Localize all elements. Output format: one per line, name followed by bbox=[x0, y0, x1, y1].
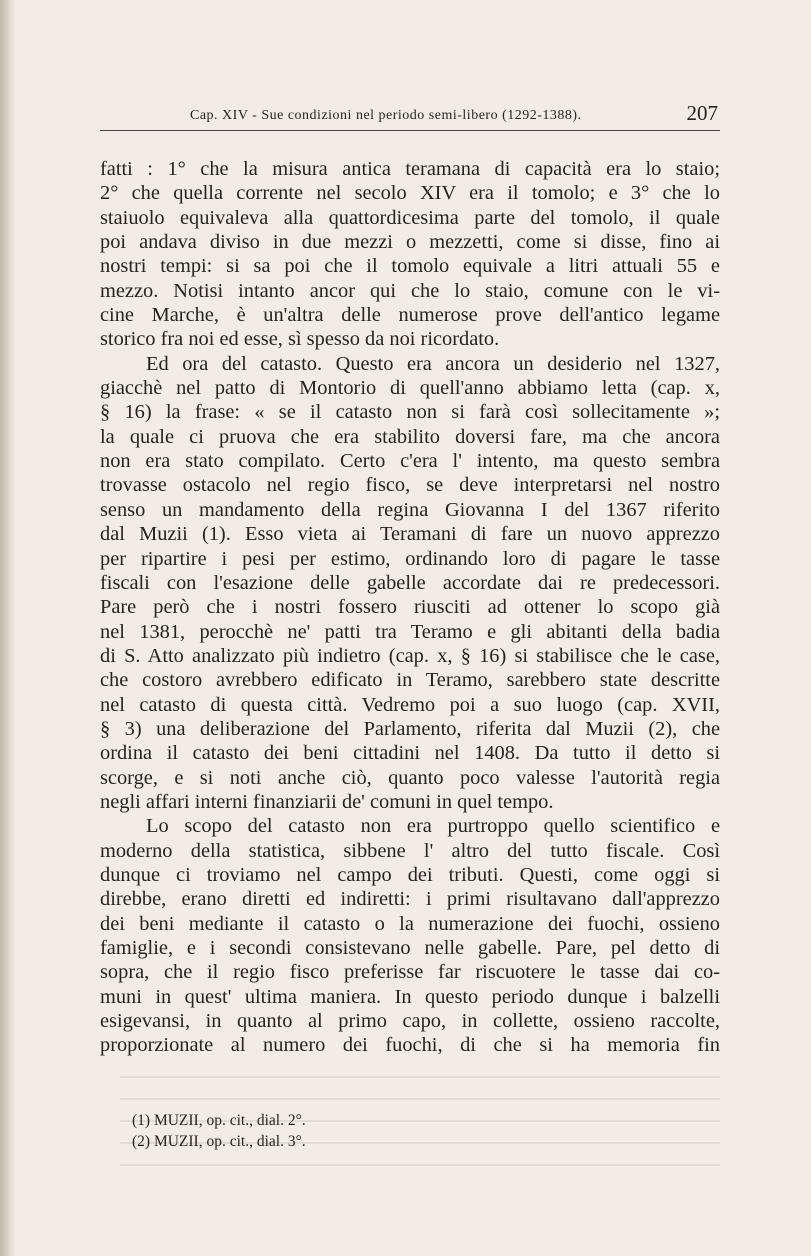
text-line: che costoro avrebbero edificato in Teramo, sarebbero state descritte bbox=[100, 669, 720, 692]
text-line: proporzionate al numero dei fuochi, di che si ha memoria fin bbox=[100, 1034, 720, 1057]
text-line: senso un mandamento della regina Giovanna I del 1367 riferito bbox=[100, 498, 720, 521]
text-line: nostri tempi: si sa poi che il tomolo equivale a litri attuali 55 e bbox=[100, 255, 720, 278]
page-header bbox=[100, 100, 720, 131]
text-line: 2° che quella corrente nel secolo XIV era il tomolo; e 3° che lo bbox=[100, 182, 720, 205]
text-line: esigevansi, in quanto al primo capo, in collette, ossieno raccolte, bbox=[100, 1010, 720, 1033]
text-line: § 16) la frase: « se il catasto non si farà così sollecitamente »; bbox=[100, 401, 720, 424]
text-line: fiscali con l'esazione delle gabelle accordate dai re predecessori. bbox=[100, 571, 720, 594]
page-binding-edge bbox=[0, 0, 16, 1256]
text-line: negli affari interni finanziarii de' comuni in quel tempo. bbox=[100, 790, 554, 813]
text-line: § 3) una deliberazione del Parlamento, riferita dal Muzii (2), che bbox=[100, 717, 720, 740]
text-line: storico fra noi ed esse, sì spesso da noi ricordato. bbox=[100, 328, 500, 351]
text-line: dal Muzii (1). Esso vieta ai Teramani di fare un nuovo apprezzo bbox=[100, 523, 720, 546]
text-line: mezzo. Notisi intanto ancor qui che lo staio, comune con le vi- bbox=[100, 279, 720, 302]
footnotes bbox=[132, 1110, 532, 1152]
text-line: direbbe, erano diretti ed indiretti: i primi risultavano dall'apprezzo bbox=[100, 888, 720, 911]
text-line: scorge, e si noti anche ciò, quanto poco valesse l'autorità regia bbox=[100, 766, 720, 789]
footnote-2: (2) MUZII, op. cit., dial. 3°. bbox=[132, 1133, 306, 1150]
text-line: fatti : 1° che la misura antica teramana di capacità era lo staio; bbox=[100, 158, 720, 180]
text-line: ordina il catasto dei beni cittadini nel 1408. Da tutto il detto si bbox=[100, 742, 720, 765]
text-line: giacchè nel patto di Montorio di quell'anno abbiamo letta (cap. x, bbox=[100, 377, 720, 400]
running-head: Cap. XIV - Sue condizioni nel periodo semi-libero (1292-1388). bbox=[190, 108, 582, 123]
text-line: cine Marche, è un'altra delle numerose prove dell'antico legame bbox=[100, 304, 720, 327]
text-line: staiuolo equivaleva alla quattordicesima parte del tomolo, il quale bbox=[100, 206, 720, 229]
text-line: muni in quest' ultima maniera. In questo periodo dunque i balzelli bbox=[100, 985, 720, 1008]
text-line: moderno della statistica, sibbene l' altro del tutto fiscale. Così bbox=[100, 839, 720, 862]
text-line: trovasse ostacolo nel regio fisco, se deve interpretarsi nel nostro bbox=[100, 474, 720, 497]
text-line: non era stato compilato. Certo c'era l' intento, ma questo sembra bbox=[100, 450, 720, 473]
body-text bbox=[100, 157, 720, 1058]
text-line: poi andava diviso in due mezzi o mezzetti, come si disse, fino ai bbox=[100, 231, 720, 254]
text-line: dunque ci troviamo nel campo dei tributi. Questi, come oggi si bbox=[100, 863, 720, 886]
text-line: Pare però che i nostri fossero riusciti ad ottener lo scopo già bbox=[100, 596, 720, 619]
footnote-1: (1) MUZII, op. cit., dial. 2°. bbox=[132, 1112, 306, 1129]
text-line: nel catasto di questa città. Vedremo poi a suo luogo (cap. XVII, bbox=[100, 693, 720, 716]
text-line: nel 1381, perocchè ne' patti tra Teramo e gli abitanti della badia bbox=[100, 620, 720, 643]
text-line: famiglie, e i secondi consistevano nelle gabelle. Pare, pel detto di bbox=[100, 937, 720, 959]
text-line: di S. Atto analizzato più indietro (cap. x, § 16) si stabilisce che le case, bbox=[100, 644, 720, 667]
page-number: 207 bbox=[686, 101, 718, 125]
text-line: la quale ci pruova che era stabilito doversi fare, ma che ancora bbox=[100, 425, 720, 448]
text-line: Lo scopo del catasto non era purtroppo quello scientifico e bbox=[146, 815, 720, 838]
text-line: dei beni mediante il catasto o la numerazione dei fuochi, ossieno bbox=[100, 912, 720, 935]
text-line: sopra, che il regio fisco preferisse far riscuotere le tasse dai co- bbox=[100, 961, 720, 984]
text-line: per ripartire i pesi per estimo, ordinando loro di pagare le tasse bbox=[100, 547, 720, 570]
text-line: Ed ora del catasto. Questo era ancora un desiderio nel 1327, bbox=[146, 352, 720, 375]
